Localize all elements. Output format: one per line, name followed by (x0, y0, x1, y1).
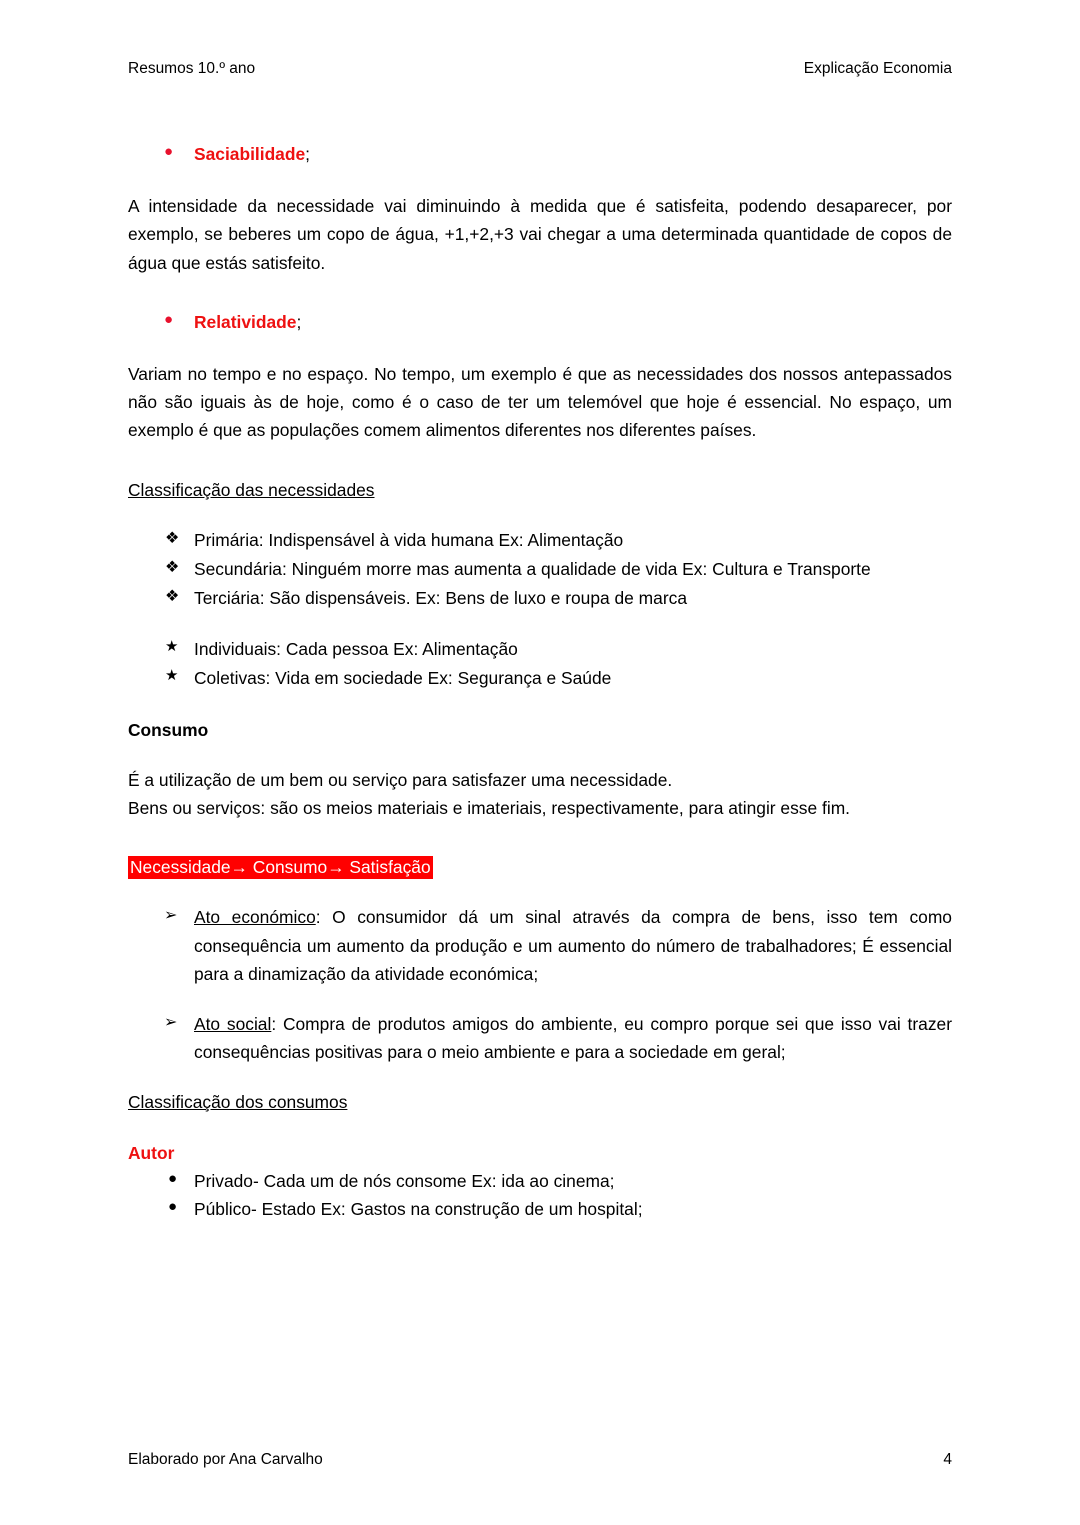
list-item-label: Coletivas: Vida em sociedade Ex: Segurança e Saúde (194, 668, 612, 689)
saciabilidade-list (128, 140, 952, 168)
diamond-bullet-icon: ❖ (165, 588, 180, 606)
document-body (128, 140, 952, 1223)
spacer (128, 294, 952, 308)
star-bullet-icon: ★ (165, 638, 179, 656)
footer-left-text: Elaborado por Ana Carvalho (128, 1451, 323, 1469)
list-item (128, 1195, 952, 1223)
spacer (128, 1117, 952, 1139)
spacer (128, 881, 952, 903)
arrow-bullet-icon: ➢ (164, 907, 178, 925)
ato-economico-term: Ato económico (194, 907, 316, 928)
section-heading-classificacao-consumos: Classificação dos consumos (128, 1092, 348, 1113)
list-item-label: Terciária: São dispensáveis. Ex: Bens de luxo e roupa de marca (194, 588, 687, 609)
page-header (128, 60, 952, 79)
list-item-label: Privado- Cada um de nós consome Ex: ida ao cinema; (194, 1170, 615, 1191)
spacer (128, 744, 952, 766)
round-bullet-icon: ● (164, 310, 174, 328)
list-item (128, 664, 952, 692)
list-item-label: Público- Estado Ex: Gastos na construção de um hospital; (194, 1198, 643, 1219)
spacer (128, 1066, 952, 1088)
relatividade-suffix: ; (296, 311, 302, 332)
dot-bullet-icon: ● (168, 1197, 178, 1215)
saciabilidade-paragraph: A intensidade da necessidade vai diminuindo à medida que é satisfeita, podendo desaparecer, por exemplo, se beberes um copo de água, +1,+2,+3 vai chegar a uma determinada quantidade de copos de água que estás satisfeito. (128, 196, 952, 273)
ato-social-term: Ato social (194, 1013, 272, 1034)
spacer (128, 504, 952, 526)
relatividade-term: Relatividade (194, 311, 297, 332)
diamond-bullet-icon: ❖ (165, 529, 180, 547)
round-bullet-icon: ● (164, 143, 174, 160)
ato-social-list (128, 1010, 952, 1066)
necessidades-tipos-list (128, 526, 952, 613)
section-heading-classificacao-necessidades: Classificação das necessidades (128, 479, 375, 500)
spacer (128, 694, 952, 716)
list-item-label: Individuais: Cada pessoa Ex: Alimentação (194, 639, 518, 660)
list-item (128, 555, 952, 583)
section-heading-autor: Autor (128, 1142, 175, 1163)
spacer (128, 462, 952, 476)
list-item (128, 903, 952, 988)
list-item-label: Secundária: Ninguém morre mas aumenta a qualidade de vida Ex: Cultura e Transporte (194, 558, 871, 579)
header-right-text: Explicação Economia (803, 60, 952, 77)
page-number: 4 (943, 1451, 952, 1469)
ato-economico-body: : O consumidor dá um sinal através da compra de bens, isso tem como consequência um aumento da produção e um aumento do número de trabalhadores; É essencial para a dinamização da atividade económica; (194, 907, 952, 984)
consumo-paragraph-2: Bens ou serviços: são os meios materiais e imateriais, respectivamente, para atingir esse fim. (128, 798, 851, 818)
list-item (128, 1010, 952, 1066)
highlighted-chain: Necessidade→ Consumo→ Satisfação (130, 857, 431, 878)
saciabilidade-suffix: ; (305, 144, 310, 164)
atos-list (128, 903, 952, 988)
list-item (128, 308, 952, 336)
spacer (128, 613, 952, 635)
list-item (128, 635, 952, 663)
arrow-bullet-icon: ➢ (164, 1013, 178, 1031)
list-item (128, 140, 952, 168)
spacer (128, 839, 952, 853)
header-left-text: Resumos 10.º ano (128, 60, 256, 77)
page-footer (128, 1451, 952, 1470)
list-item (128, 526, 952, 554)
list-item (128, 1167, 952, 1195)
relatividade-list (128, 308, 952, 336)
consumo-paragraph-1: É a utilização de um bem ou serviço para satisfazer uma necessidade. (128, 769, 673, 790)
list-item (128, 584, 952, 612)
necessidades-grupos-list (128, 635, 952, 692)
section-heading-consumo: Consumo (128, 719, 209, 740)
relatividade-paragraph: Variam no tempo e no espaço. No tempo, um exemplo é que as necessidades dos nossos antepassados não são iguais às de hoje, como é o caso de ter um telemóvel que hoje é essencial. No espaço, um exemplo é que as populações comem alimentos diferentes nos diferentes países. (128, 363, 952, 441)
star-bullet-icon: ★ (165, 667, 179, 685)
spacer (128, 170, 952, 192)
saciabilidade-term: Saciabilidade (194, 144, 306, 164)
spacer (128, 338, 952, 360)
list-item-label: Primária: Indispensável à vida humana Ex: Alimentação (194, 529, 624, 550)
autor-list (128, 1167, 952, 1223)
spacer (128, 988, 952, 1010)
diamond-bullet-icon: ❖ (165, 558, 180, 576)
ato-social-body: : Compra de produtos amigos do ambiente, eu compro porque sei que isso vai trazer consequências positivas para o meio ambiente e para a sociedade em geral; (194, 1013, 952, 1063)
dot-bullet-icon: ● (168, 1169, 178, 1187)
highlighted-chain-wrapper (128, 853, 952, 881)
